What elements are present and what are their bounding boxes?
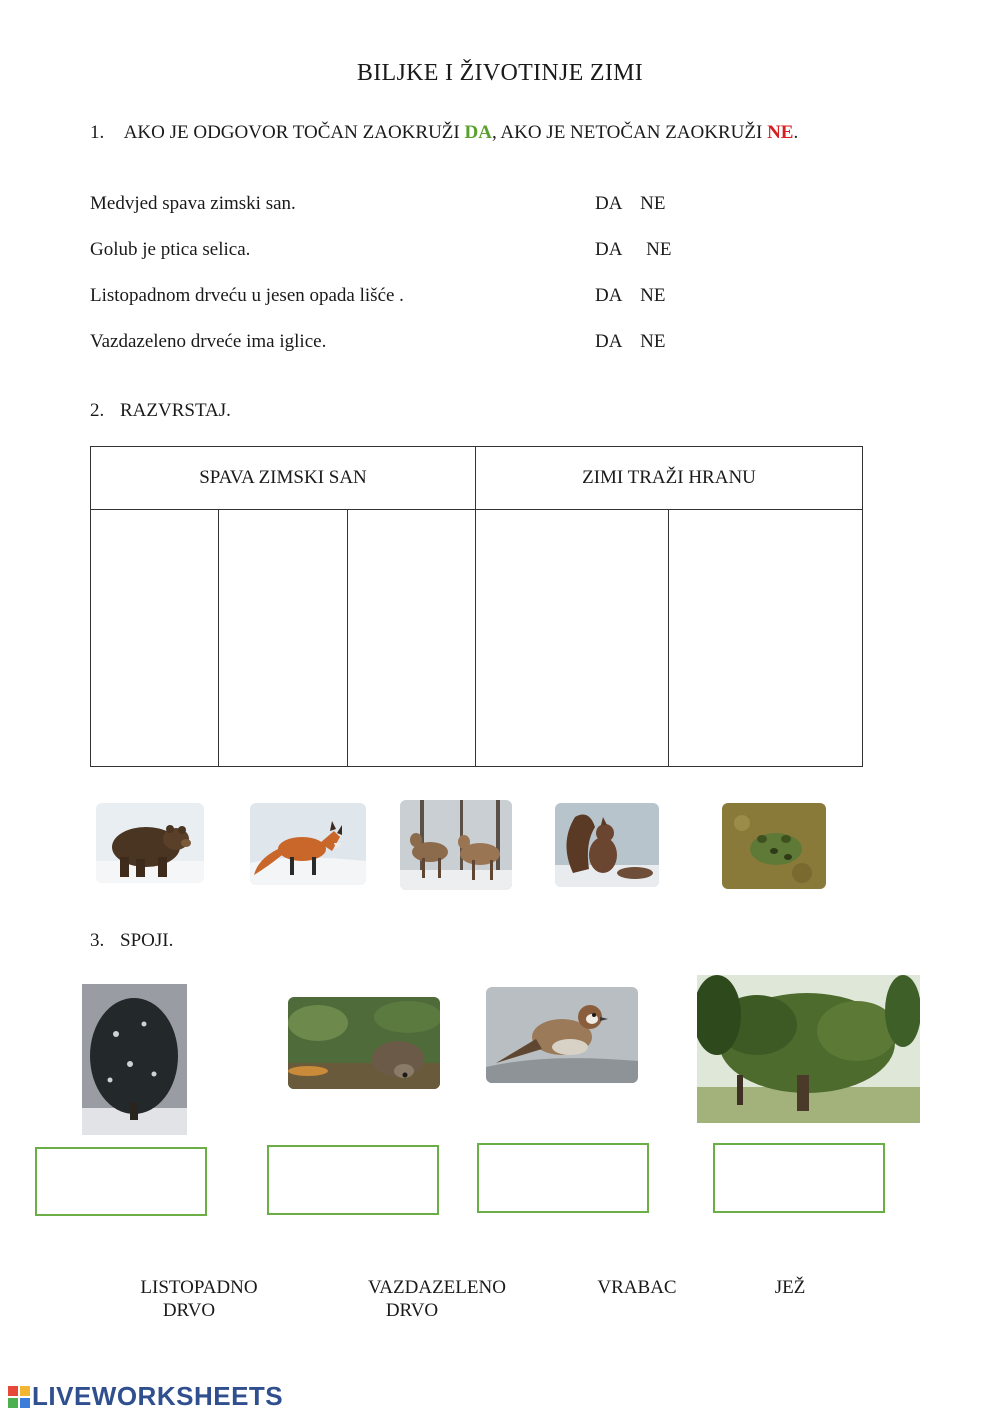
answer-yes-option[interactable]: DA (595, 331, 622, 352)
answer-yes-option[interactable]: DA (595, 193, 622, 214)
drop-cell[interactable] (476, 510, 669, 767)
answer-row-2 (595, 239, 671, 261)
word-line: DRVO (162, 1300, 216, 1321)
question-2-text: RAZVRSTAJ. (120, 400, 231, 421)
question-3-text: SPOJI. (120, 930, 174, 951)
question-1-text-after: . (793, 122, 799, 143)
word-line: VRABAC (597, 1277, 677, 1298)
hedgehog-image[interactable] (288, 997, 440, 1089)
page-title: BILJKE I ŽIVOTINJE ZIMI (356, 60, 644, 86)
answer-yes-option[interactable]: DA (595, 285, 622, 306)
question-2-heading (90, 400, 231, 422)
statement-1: Medvjed spava zimski san. (90, 193, 296, 214)
answer-row-4 (595, 331, 665, 353)
liveworksheets-logo[interactable] (8, 1381, 283, 1412)
question-3-heading (90, 930, 173, 952)
frog-image[interactable] (722, 803, 826, 889)
word-card-listopadno-drvo[interactable] (124, 1276, 274, 1322)
liveworksheets-logo-icon (8, 1386, 30, 1408)
answer-row-3 (595, 285, 665, 307)
word-line: VAZDAZELENO (368, 1277, 506, 1298)
answer-no-option[interactable]: NE (646, 239, 672, 260)
column-header-hibernate: SPAVA ZIMSKI SAN (91, 447, 476, 510)
answer-no-option[interactable]: NE (640, 331, 666, 352)
word-card-vrabac[interactable] (582, 1276, 692, 1299)
sorting-table (90, 446, 863, 767)
deer-image[interactable] (400, 800, 512, 890)
word-card-jez[interactable] (750, 1276, 830, 1299)
question-1-number: 1. (90, 122, 105, 143)
evergreen-tree-image[interactable] (82, 984, 187, 1135)
statement-2: Golub je ptica selica. (90, 239, 251, 260)
word-line: LISTOPADNO (140, 1277, 258, 1298)
column-header-seeks-food: ZIMI TRAŽI HRANU (476, 447, 863, 510)
question-1-text-before: AKO JE ODGOVOR TOČAN ZAOKRUŽI (123, 122, 465, 143)
question-1-heading (90, 122, 798, 144)
question-3-number: 3. (90, 930, 105, 951)
question-1-da-keyword: DA (464, 122, 492, 143)
answer-box-3[interactable] (477, 1143, 649, 1213)
answer-row-1 (595, 193, 665, 215)
question-2-number: 2. (90, 400, 105, 421)
word-card-vazdazeleno-drvo[interactable] (356, 1276, 518, 1322)
statement-4: Vazdazeleno drveće ima iglice. (90, 331, 327, 352)
drop-cell[interactable] (91, 510, 219, 767)
answer-box-2[interactable] (267, 1145, 439, 1215)
answer-no-option[interactable]: NE (640, 193, 666, 214)
squirrel-image[interactable] (555, 803, 659, 887)
sparrow-image[interactable] (486, 987, 638, 1083)
answer-box-1[interactable] (35, 1147, 207, 1216)
drop-cell[interactable] (669, 510, 863, 767)
drop-cell[interactable] (219, 510, 348, 767)
deciduous-tree-image[interactable] (697, 975, 920, 1123)
answer-no-option[interactable]: NE (640, 285, 666, 306)
bear-image[interactable] (96, 803, 204, 883)
question-1-text-middle: , AKO JE NETOČAN ZAOKRUŽI (491, 122, 768, 143)
word-line: DRVO (385, 1300, 439, 1321)
word-line: JEŽ (774, 1277, 806, 1298)
logo-text: LIVEWORKSHEETS (32, 1381, 284, 1411)
question-1-ne-keyword: NE (767, 122, 794, 143)
fox-image[interactable] (250, 803, 366, 885)
answer-yes-option[interactable]: DA (595, 239, 622, 260)
statement-3: Listopadnom drveću u jesen opada lišće . (90, 285, 404, 306)
drop-cell[interactable] (348, 510, 476, 767)
answer-box-4[interactable] (713, 1143, 885, 1213)
